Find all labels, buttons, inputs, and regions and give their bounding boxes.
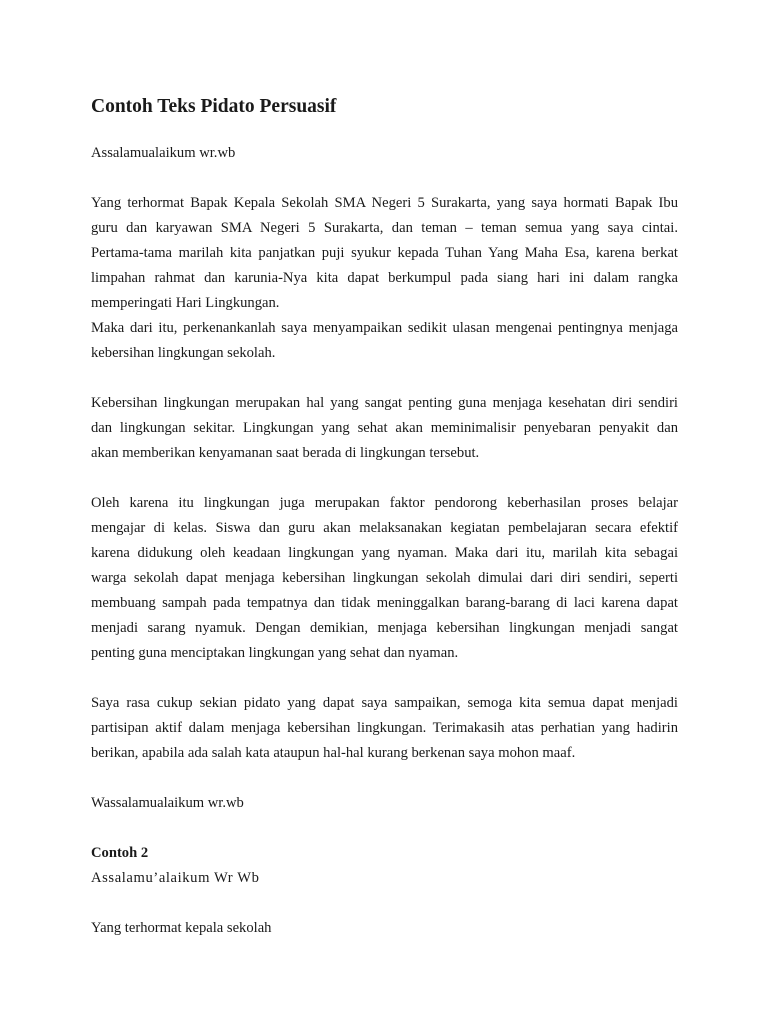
paragraph-line: karena didukung oleh keadaan lingkungan yang nyaman. Maka dari itu, marilah kita sebagai — [91, 545, 678, 561]
paragraph-2 — [91, 391, 678, 466]
spacer — [91, 816, 678, 841]
paragraph-line: mengajar di kelas. Siswa dan guru akan melaksanakan kegiatan pembelajaran secara efektif — [91, 520, 678, 536]
paragraph-line: berikan, apabila ada salah kata ataupun hal-hal kurang berkenan saya mohon maaf. — [91, 745, 576, 761]
paragraph-line: dan lingkungan sekitar. Lingkungan yang sehat akan meminimalisir penyebaran penyakit dan — [91, 420, 678, 436]
paragraph-line: warga sekolah dapat menjaga kebersihan lingkungan sekolah dimulai dari diri sendiri, seperti — [91, 570, 678, 586]
spacer — [91, 466, 678, 491]
paragraph-1 — [91, 191, 678, 366]
spacer — [91, 766, 678, 791]
paragraph-line: guru dan karyawan SMA Negeri 5 Surakarta, dan teman – teman semua yang saya cintai. — [91, 220, 678, 236]
paragraph-line: kebersihan lingkungan sekolah. — [91, 345, 276, 361]
paragraph-line: penting guna menciptakan lingkungan yang sehat dan nyaman. — [91, 645, 459, 661]
paragraph-line: Maka dari itu, perkenankanlah saya menyampaikan sedikit ulasan mengenai pentingnya menjaga — [91, 320, 678, 336]
paragraph-line: Yang terhormat Bapak Kepala Sekolah SMA Negeri 5 Surakarta, yang saya hormati Bapak Ibu — [91, 195, 678, 211]
paragraph-line: memperingati Hari Lingkungan. — [91, 295, 280, 311]
paragraph-4 — [91, 691, 678, 766]
paragraph-line: Oleh karena itu lingkungan juga merupakan faktor pendorong keberhasilan proses belajar — [91, 495, 678, 511]
paragraph-line: akan memberikan kenyamanan saat berada di lingkungan tersebut. — [91, 445, 480, 461]
example2-heading: Contoh 2 — [91, 845, 149, 861]
example2-greeting: Assalamu’alaikum Wr Wb — [91, 870, 260, 886]
spacer — [91, 366, 678, 391]
paragraph-3 — [91, 491, 678, 666]
greeting: Assalamualaikum wr.wb — [91, 145, 236, 161]
spacer — [91, 166, 678, 191]
paragraph-line: Pertama-tama marilah kita panjatkan puji syukur kepada Tuhan Yang Maha Esa, karena berkat — [91, 245, 678, 261]
spacer — [91, 666, 678, 691]
paragraph-line: limpahan rahmat dan karunia-Nya kita dapat berkumpul pada siang hari ini dalam rangka — [91, 270, 678, 286]
closing: Wassalamualaikum wr.wb — [91, 795, 244, 811]
spacer — [91, 891, 678, 916]
paragraph-line: membuang sampah pada tempatnya dan tidak meninggalkan barang-barang di laci karena dapat — [91, 595, 678, 611]
document-page — [91, 93, 678, 941]
paragraph-line: menjadi sarang nyamuk. Dengan demikian, menjaga kebersihan lingkungan menjadi sangat — [91, 620, 678, 636]
paragraph-line: Saya rasa cukup sekian pidato yang dapat saya sampaikan, semoga kita semua dapat menjadi — [91, 695, 678, 711]
paragraph-line: Kebersihan lingkungan merupakan hal yang sangat penting guna menjaga kesehatan diri sendiri — [91, 395, 678, 411]
document-title: Contoh Teks Pidato Persuasif — [91, 96, 337, 117]
example2-line: Yang terhormat kepala sekolah — [91, 920, 272, 936]
paragraph-line: partisipan aktif dalam menjaga kebersihan lingkungan. Terimakasih atas perhatian yang hadirin — [91, 720, 678, 736]
